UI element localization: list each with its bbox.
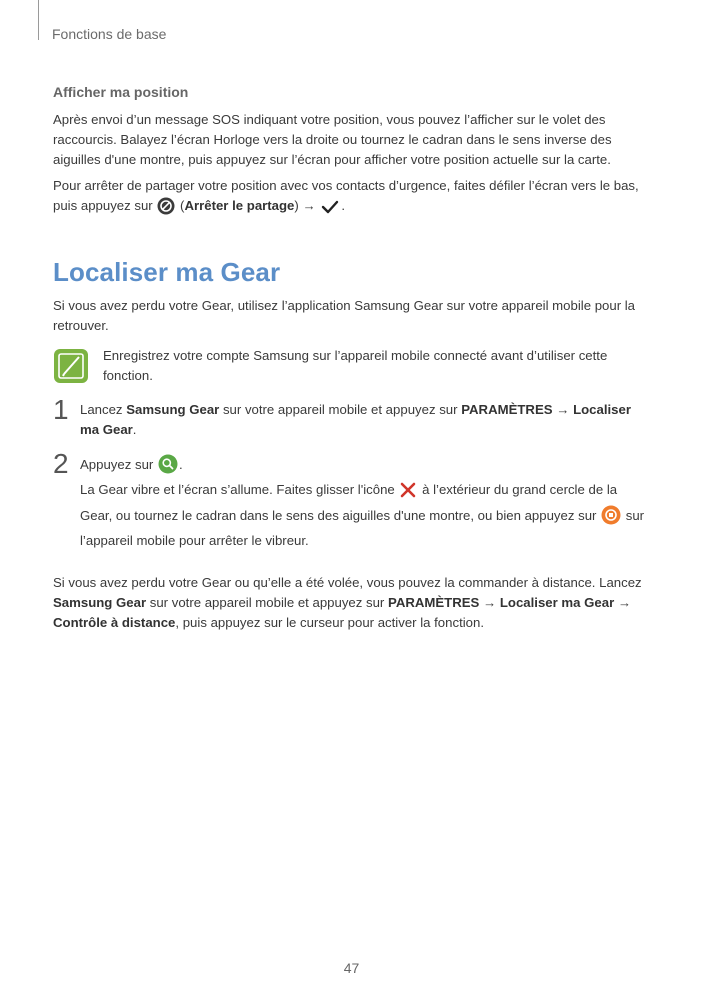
stop-sharing-icon [157, 197, 175, 221]
page-content [53, 84, 645, 633]
step-2-detail: La Gear vibre et l’écran s’allume. Faites glisser l'icône à l’extérieur du grand cercle de la Gear, ou tournez le cadran dans le sens des aiguilles d'une montre, ou bien appuyez sur sur l’appareil mobile pour arrêter le vibreur. [80, 482, 645, 548]
stop-sharing-label: Arrêter le partage [184, 198, 295, 213]
step-1-text: Lancez Samsung Gear sur votre appareil mobile et appuyez sur PARAMÈTRES → Localiser ma Gear. [80, 402, 631, 437]
step-2-text: Appuyez sur . [80, 454, 645, 480]
paragraph-locate-intro: Si vous avez perdu votre Gear, utilisez l’application Samsung Gear sur votre appareil mobile pour la retrouver. [53, 298, 636, 333]
note-icon [53, 348, 89, 384]
note-text: Enregistrez votre compte Samsung sur l’appareil mobile connecté avant d’utiliser cette fonction. [103, 348, 608, 383]
step-2 [53, 448, 645, 551]
page-header: Fonctions de base [52, 26, 167, 42]
paragraph-remote-control: Si vous avez perdu votre Gear ou qu’elle a été volée, vous pouvez la commander à distance. Lancez Samsung Gear sur votre appareil mobile et appuyez sur PARAMÈTRES → Localiser ma Gear → Contrôle à distance, puis appuyez sur le curseur pour activer la fonction. [53, 575, 642, 630]
stop-vibration-icon [601, 505, 621, 531]
section-title-locate-gear: Localiser ma Gear [53, 257, 281, 287]
page-number: 47 [343, 960, 360, 976]
step-number-1: 1 [53, 394, 69, 425]
paragraph-stop-sharing: Pour arrêter de partager votre position avec vos contacts d’urgence, faites défiler l’écran vers le bas, puis appuyez sur (Arrêter le partage) → . [53, 176, 645, 221]
subheading-show-position: Afficher ma position [53, 84, 189, 100]
paragraph-show-position: Après envoi d’un message SOS indiquant votre position, vous pouvez l’afficher sur le volet des raccourcis. Balayez l’écran Horloge vers la droite ou tournez le cadran dans le sens inverse des aiguilles d'une montre, puis appuyez sur l’écran pour afficher votre position actuelle sur la carte. [53, 112, 612, 167]
step-1 [53, 394, 645, 440]
close-x-icon [399, 481, 417, 505]
header-divider [38, 0, 39, 40]
check-icon [320, 199, 340, 221]
search-icon [158, 454, 178, 480]
step-number-2: 2 [53, 448, 69, 479]
note-block [53, 346, 645, 386]
